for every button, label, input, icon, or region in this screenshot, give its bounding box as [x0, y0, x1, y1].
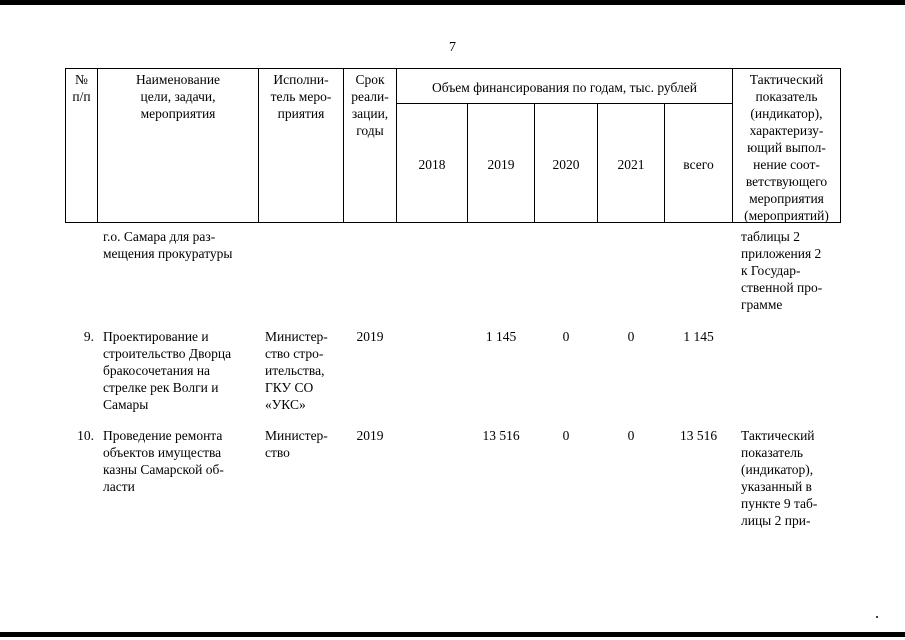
- row-number: 10.: [77, 428, 94, 443]
- header-year-2020: 2020: [552, 157, 580, 172]
- row-2021: 0: [627, 428, 635, 443]
- page-number: 7: [449, 40, 456, 55]
- row-name: Проведение ремонта объектов имущества казны Самарской об- ласти: [103, 428, 224, 494]
- header-total: всего: [683, 157, 714, 172]
- header-year-2021: 2021: [617, 157, 645, 172]
- header-num: № п/п: [72, 72, 91, 104]
- row-total: 1 145: [683, 329, 714, 344]
- header-year-2018: 2018: [418, 157, 446, 172]
- row-2020: 0: [562, 428, 570, 443]
- row-term: 2019: [356, 329, 384, 344]
- row-2019: 13 516: [482, 428, 520, 443]
- row-2019: 1 145: [485, 329, 517, 344]
- header-bottom-line: [65, 222, 841, 223]
- table-header: [65, 68, 841, 223]
- continuation-indicator: таблицы 2 приложения 2 к Государ- ственной про- грамме: [741, 229, 823, 312]
- row-term: 2019: [356, 428, 384, 443]
- header-top-line: [65, 68, 841, 69]
- row-indicator: Тактический показатель (индикатор), указанный в пункте 9 таб- лицы 2 при-: [741, 428, 818, 528]
- header-exec: Исполни- тель меро- приятия: [270, 72, 332, 121]
- header-name: Наименование цели, задачи, мероприятия: [135, 72, 221, 121]
- continuation-name: г.о. Самара для раз- мещения прокуратуры: [103, 229, 233, 261]
- header-term: Срок реали- зации, годы: [351, 72, 389, 138]
- header-right-line: [840, 68, 841, 223]
- row-2021: 0: [627, 329, 635, 344]
- funding-subheader-line: [396, 103, 732, 104]
- row-executor: Министер- ство: [265, 428, 328, 460]
- top-border-rule: [0, 0, 905, 5]
- row-total: 13 516: [679, 428, 718, 443]
- row-executor: Министер- ство стро- ительства, ГКУ СО «УКС»: [265, 329, 328, 412]
- bottom-border-rule: [0, 632, 905, 637]
- row-2020: 0: [562, 329, 570, 344]
- header-indicator: Тактический показатель (индикатор), характеризу- ющий выпол- нение соот- ветствующего мероприятия (мероприятий): [744, 72, 829, 223]
- scan-speck: [876, 616, 878, 618]
- row-name: Проектирование и строительство Дворца бракосочетания на стрелке рек Волги и Самары: [103, 329, 232, 412]
- row-number: 9.: [83, 329, 94, 344]
- header-year-2019: 2019: [487, 157, 515, 172]
- header-funding: Объем финансирования по годам, тыс. рублей: [432, 80, 697, 95]
